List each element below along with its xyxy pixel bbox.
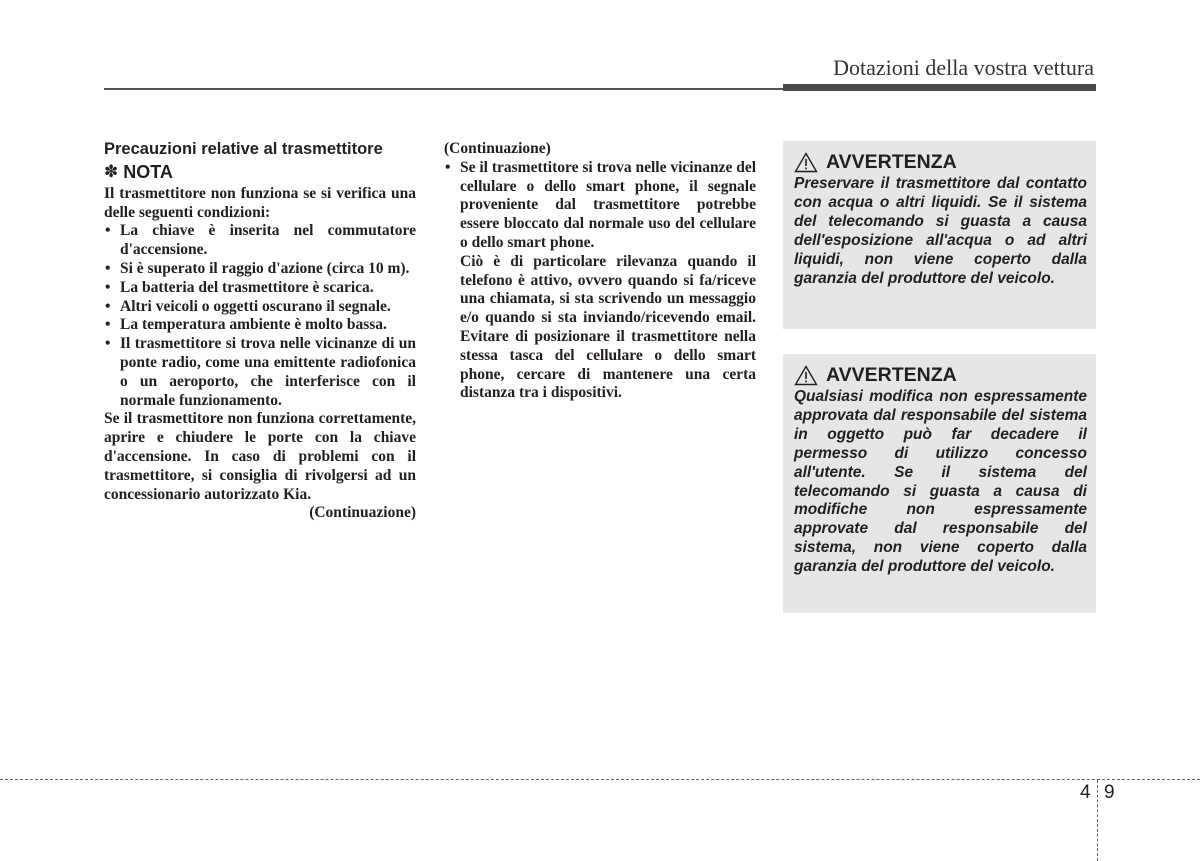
warning-text: Preservare il trasmettitore dal contatto con acqua o altri liquidi. Se il sistema del telecomando si guasta a causa dell'esposizione all'acqua o ad altri liquidi, non viene coperto dalla garanzia del produttore del veicolo. [794, 175, 1087, 287]
column-middle [444, 140, 756, 403]
header-rule [104, 88, 784, 90]
list-item: • Si è superato il raggio d'azione (circa 10 m). [104, 260, 416, 279]
condition-list [104, 222, 416, 410]
page-number: 9 [1104, 782, 1115, 803]
list-item: • La batteria del trasmettitore è scarica. [104, 279, 416, 298]
warning-heading [794, 151, 1087, 174]
warning-box [783, 141, 1096, 329]
footer-divider [0, 779, 1200, 780]
page-header-title: Dotazioni della vostra vettura [833, 55, 1094, 80]
column-left [104, 140, 416, 523]
warning-heading [794, 364, 1087, 387]
list-item: • Altri veicoli o oggetti oscurano il segnale. [104, 298, 416, 317]
warning-title: AVVERTENZA [826, 151, 957, 173]
asterisk-icon: ✽ [104, 162, 119, 181]
phone-list [444, 159, 756, 253]
page-number-divider [1097, 780, 1098, 861]
header-rule-accent [783, 84, 1096, 91]
warning-triangle-icon [794, 152, 818, 173]
continued-heading: (Continuazione) [444, 140, 551, 157]
closing-paragraph: Se il trasmettitore non funziona correttamente, aprire e chiudere le porte con la chiave d'accensione. In caso di problemi con il trasmettitore, si consiglia di rivolgersi ad un concessionario autorizzato Kia. [104, 410, 416, 503]
chapter-number: 4 [1080, 782, 1091, 803]
list-item-text: Se il trasmettitore si trova nelle vicinanze del cellulare o dello smart phone, il segnale proveniente dal trasmettitore potrebbe essere bloccato dal normale uso del cellulare o dello smart phone. [460, 158, 757, 251]
warning-box [783, 354, 1096, 613]
list-item [444, 159, 756, 253]
nota-label: NOTA [123, 162, 173, 182]
nota-heading [104, 163, 416, 182]
warning-text: Qualsiasi modifica non espressamente approvata dal responsabile del sistema in oggetto può far decadere il permesso di utilizzo concesso all'utente. Se il sistema del telecomando si guasta a causa di modifiche non espressamente approvate dal responsabile del sistema, non viene coperto dalla garanzia del produttore del veicolo. [794, 388, 1087, 576]
bullet-continuation: Ciò è di particolare rilevanza quando il telefono è attivo, ovvero quando si fa/riceve una chiamata, si sta scrivendo un messaggio e/o quando si sta inviando/ricevendo email. Evitare di posizionare il trasmettitore nella stessa tasca del cellulare o dello smart phone, cercare di mantenere una certa distanza tra i dispositivi. [460, 252, 756, 402]
list-item: • La temperatura ambiente è molto bassa. [104, 316, 416, 335]
list-item: • Il trasmettitore si trova nelle vicinanze di un ponte radio, come una emittente radiofonica o un aeroporto, che interferisce con il normale funzionamento. [104, 335, 416, 410]
continued-note: (Continuazione) [309, 504, 416, 522]
nota-intro: Il trasmettitore non funziona se si verifica una delle seguenti condizioni: [104, 184, 416, 221]
section-title: Precauzioni relative al trasmettitore [104, 140, 383, 158]
list-item: • La chiave è inserita nel commutatore d'accensione. [104, 222, 416, 260]
warning-title: AVVERTENZA [826, 364, 957, 386]
warning-triangle-icon [794, 365, 818, 386]
